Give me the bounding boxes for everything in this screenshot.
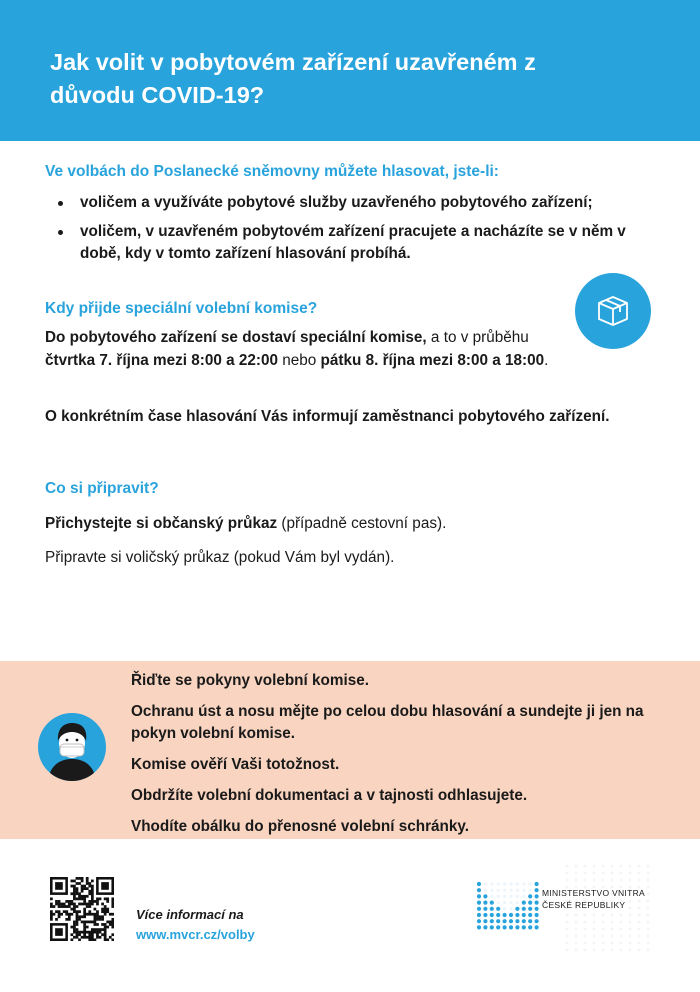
commission-heading: Kdy přijde speciální volební komise?: [45, 300, 318, 317]
list-item: Řiďte se pokyny volební komise.: [131, 672, 369, 689]
list-item: Obdržíte volební dokumentaci a v tajnosti odhlasujete.: [131, 787, 528, 804]
box-icon: [575, 273, 651, 349]
bullet-icon: [58, 230, 63, 235]
prepare-heading: Co si připravit?: [45, 480, 159, 497]
more-info: [136, 905, 255, 945]
commission-paragraph: Do pobytového zařízení se dostaví speciální komise, a to v průběhu čtvrtka 7. října mezi 8:00 a 22:00 nebo pátku 8. října mezi 8:00 a 18:00.: [45, 329, 549, 369]
eligibility-list: [45, 192, 665, 272]
list-item: voličem a využíváte pobytové služby uzavřeného pobytového zařízení;: [45, 192, 665, 214]
masked-person-icon: [38, 713, 106, 781]
prepare-id-card: Přichystejte si občanský průkaz (případně cestovní pas).: [45, 515, 447, 532]
more-info-link[interactable]: www.mvcr.cz/volby: [136, 927, 255, 942]
ministry-name: MINISTERSTVO VNITRA ČESKÉ REPUBLIKY: [542, 888, 645, 910]
list-item: Komise ověří Vaši totožnost.: [131, 756, 340, 773]
header-banner: [0, 0, 700, 141]
page-title: Jak volit v pobytovém zařízení uzavřeném z důvodu COVID-19?: [50, 49, 536, 108]
list-item: Ochranu úst a nosu mějte po celou dobu hlasování a sundejte ji jen na pokyn volební komise.: [131, 703, 644, 742]
qr-code[interactable]: [50, 877, 114, 941]
prepare-voter-card: Připravte si voličský průkaz (pokud Vám byl vydán).: [45, 549, 395, 566]
more-info-label: Více informací na: [136, 907, 244, 922]
bullet-icon: [58, 201, 63, 206]
list-item: voličem, v uzavřeném pobytovém zařízení pracujete a nacházíte se v něm v době, kdy v tomto zařízení hlasování probíhá.: [45, 221, 665, 265]
commission-info: O konkrétním čase hlasování Vás informují zaměstnanci pobytového zařízení.: [45, 408, 610, 425]
eligibility-heading: Ve volbách do Poslanecké sněmovny můžete hlasovat, jste-li:: [45, 163, 499, 180]
list-item: Vhodíte obálku do přenosné volební schránky.: [131, 818, 470, 835]
instructions-list: [131, 670, 661, 847]
